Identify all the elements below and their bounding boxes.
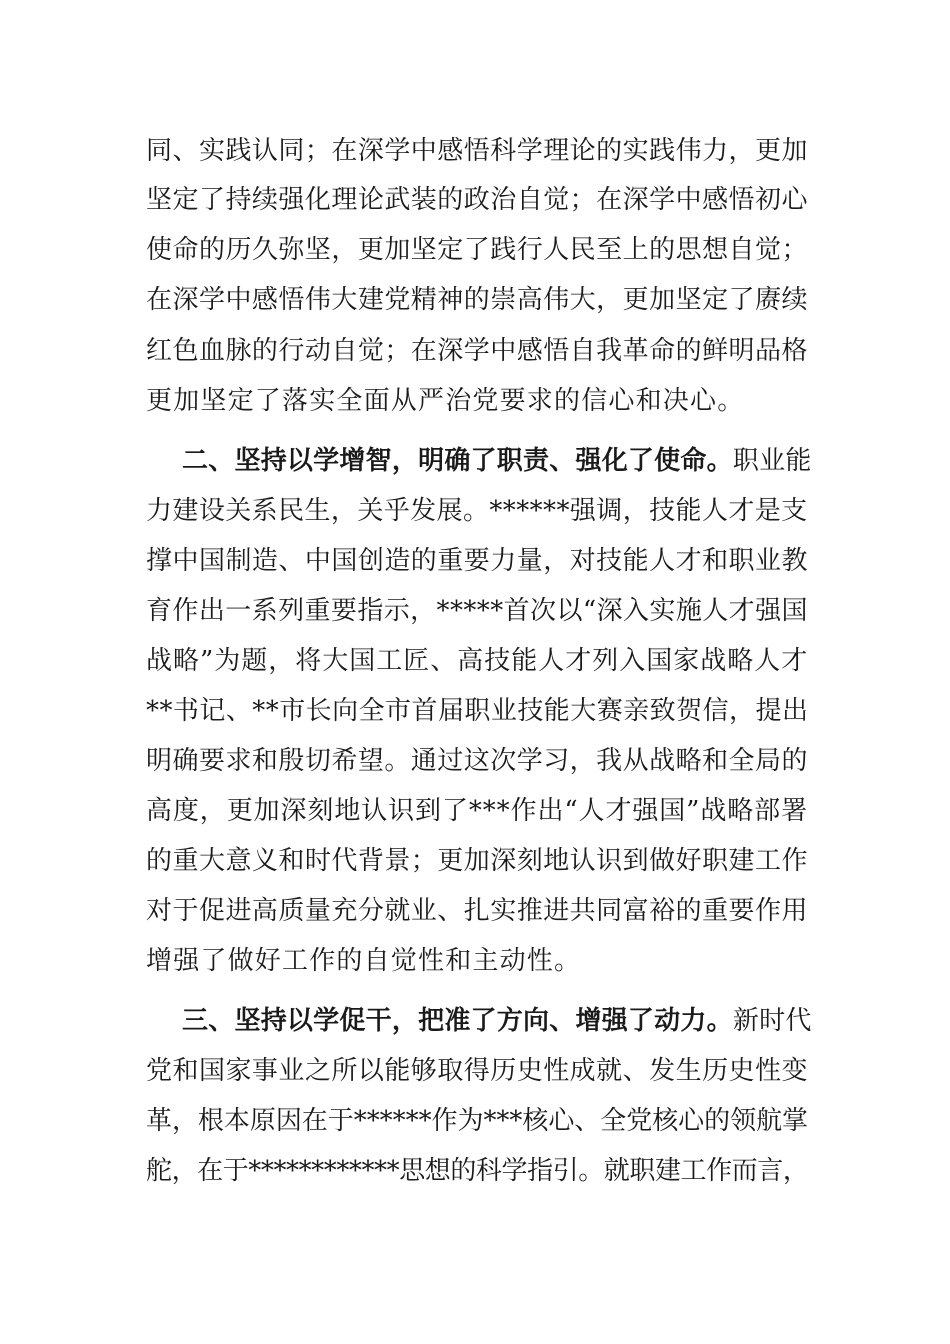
section2-line-10: 增强了做好工作的自觉性和主动性。 xyxy=(146,946,582,976)
section2-heading-tail: 职业能 xyxy=(732,446,812,476)
section3-first-line xyxy=(182,1001,812,1041)
section2-line-9: 对于促进高质量充分就业、扎实推进共同富裕的重要作用 xyxy=(146,896,809,926)
section2-line-3: 育作出一系列重要指示，*****首次以“深入实施人才强国 xyxy=(146,596,808,626)
paragraph1-line-5: 红色血脉的行动自觉；在深学中感悟自我革命的鲜明品格 xyxy=(146,336,809,366)
paragraph1-line-1: 同、实践认同；在深学中感悟科学理论的实践伟力，更加 xyxy=(146,136,809,166)
paragraph1-line-3: 使命的历久弥坚，更加坚定了践行人民至上的思想自觉； xyxy=(146,235,809,265)
section3-line-2: 革，根本原因在于******作为***核心、全党核心的领航掌 xyxy=(146,1106,809,1136)
section2-line-4: 战略”为题，将大国工匠、高技能人才列入国家战略人才 xyxy=(146,646,809,676)
paragraph1-line-4: 在深学中感悟伟大建党精神的崇高伟大，更加坚定了赓续 xyxy=(146,285,809,315)
section2-first-line xyxy=(182,441,812,481)
section2-heading: 二、坚持以学增智，明确了职责、强化了使命。 xyxy=(182,446,733,476)
section2-line-5: **书记、**市长向全市首届职业技能大赛亲致贺信，提出 xyxy=(146,696,809,726)
paragraph1-line-2: 坚定了持续强化理论武装的政治自觉；在深学中感悟初心 xyxy=(146,185,809,215)
section2-line-6: 明确要求和殷切希望。通过这次学习，我从战略和全局的 xyxy=(146,746,809,776)
section2-line-8: 的重大意义和时代背景；更加深刻地认识到做好职建工作 xyxy=(146,846,809,876)
section3-heading: 三、坚持以学促干，把准了方向、增强了动力。 xyxy=(182,1006,733,1036)
section2-line-2: 撑中国制造、中国创造的重要力量，对技能人才和职业教 xyxy=(146,546,809,576)
section3-line-1: 党和国家事业之所以能够取得历史性成就、发生历史性变 xyxy=(146,1056,809,1086)
paragraph1-line-6: 更加坚定了落实全面从严治党要求的信心和决心。 xyxy=(146,386,745,416)
section2-line-1: 力建设关系民生，关乎发展。******强调，技能人才是支 xyxy=(146,496,808,526)
section3-heading-tail: 新时代 xyxy=(732,1006,812,1036)
section3-line-3: 舵，在于************思想的科学指引。就职建工作而言， xyxy=(146,1156,809,1186)
section2-line-7: 高度，更加深刻地认识到了***作出“人才强国”战略部署 xyxy=(146,796,808,826)
